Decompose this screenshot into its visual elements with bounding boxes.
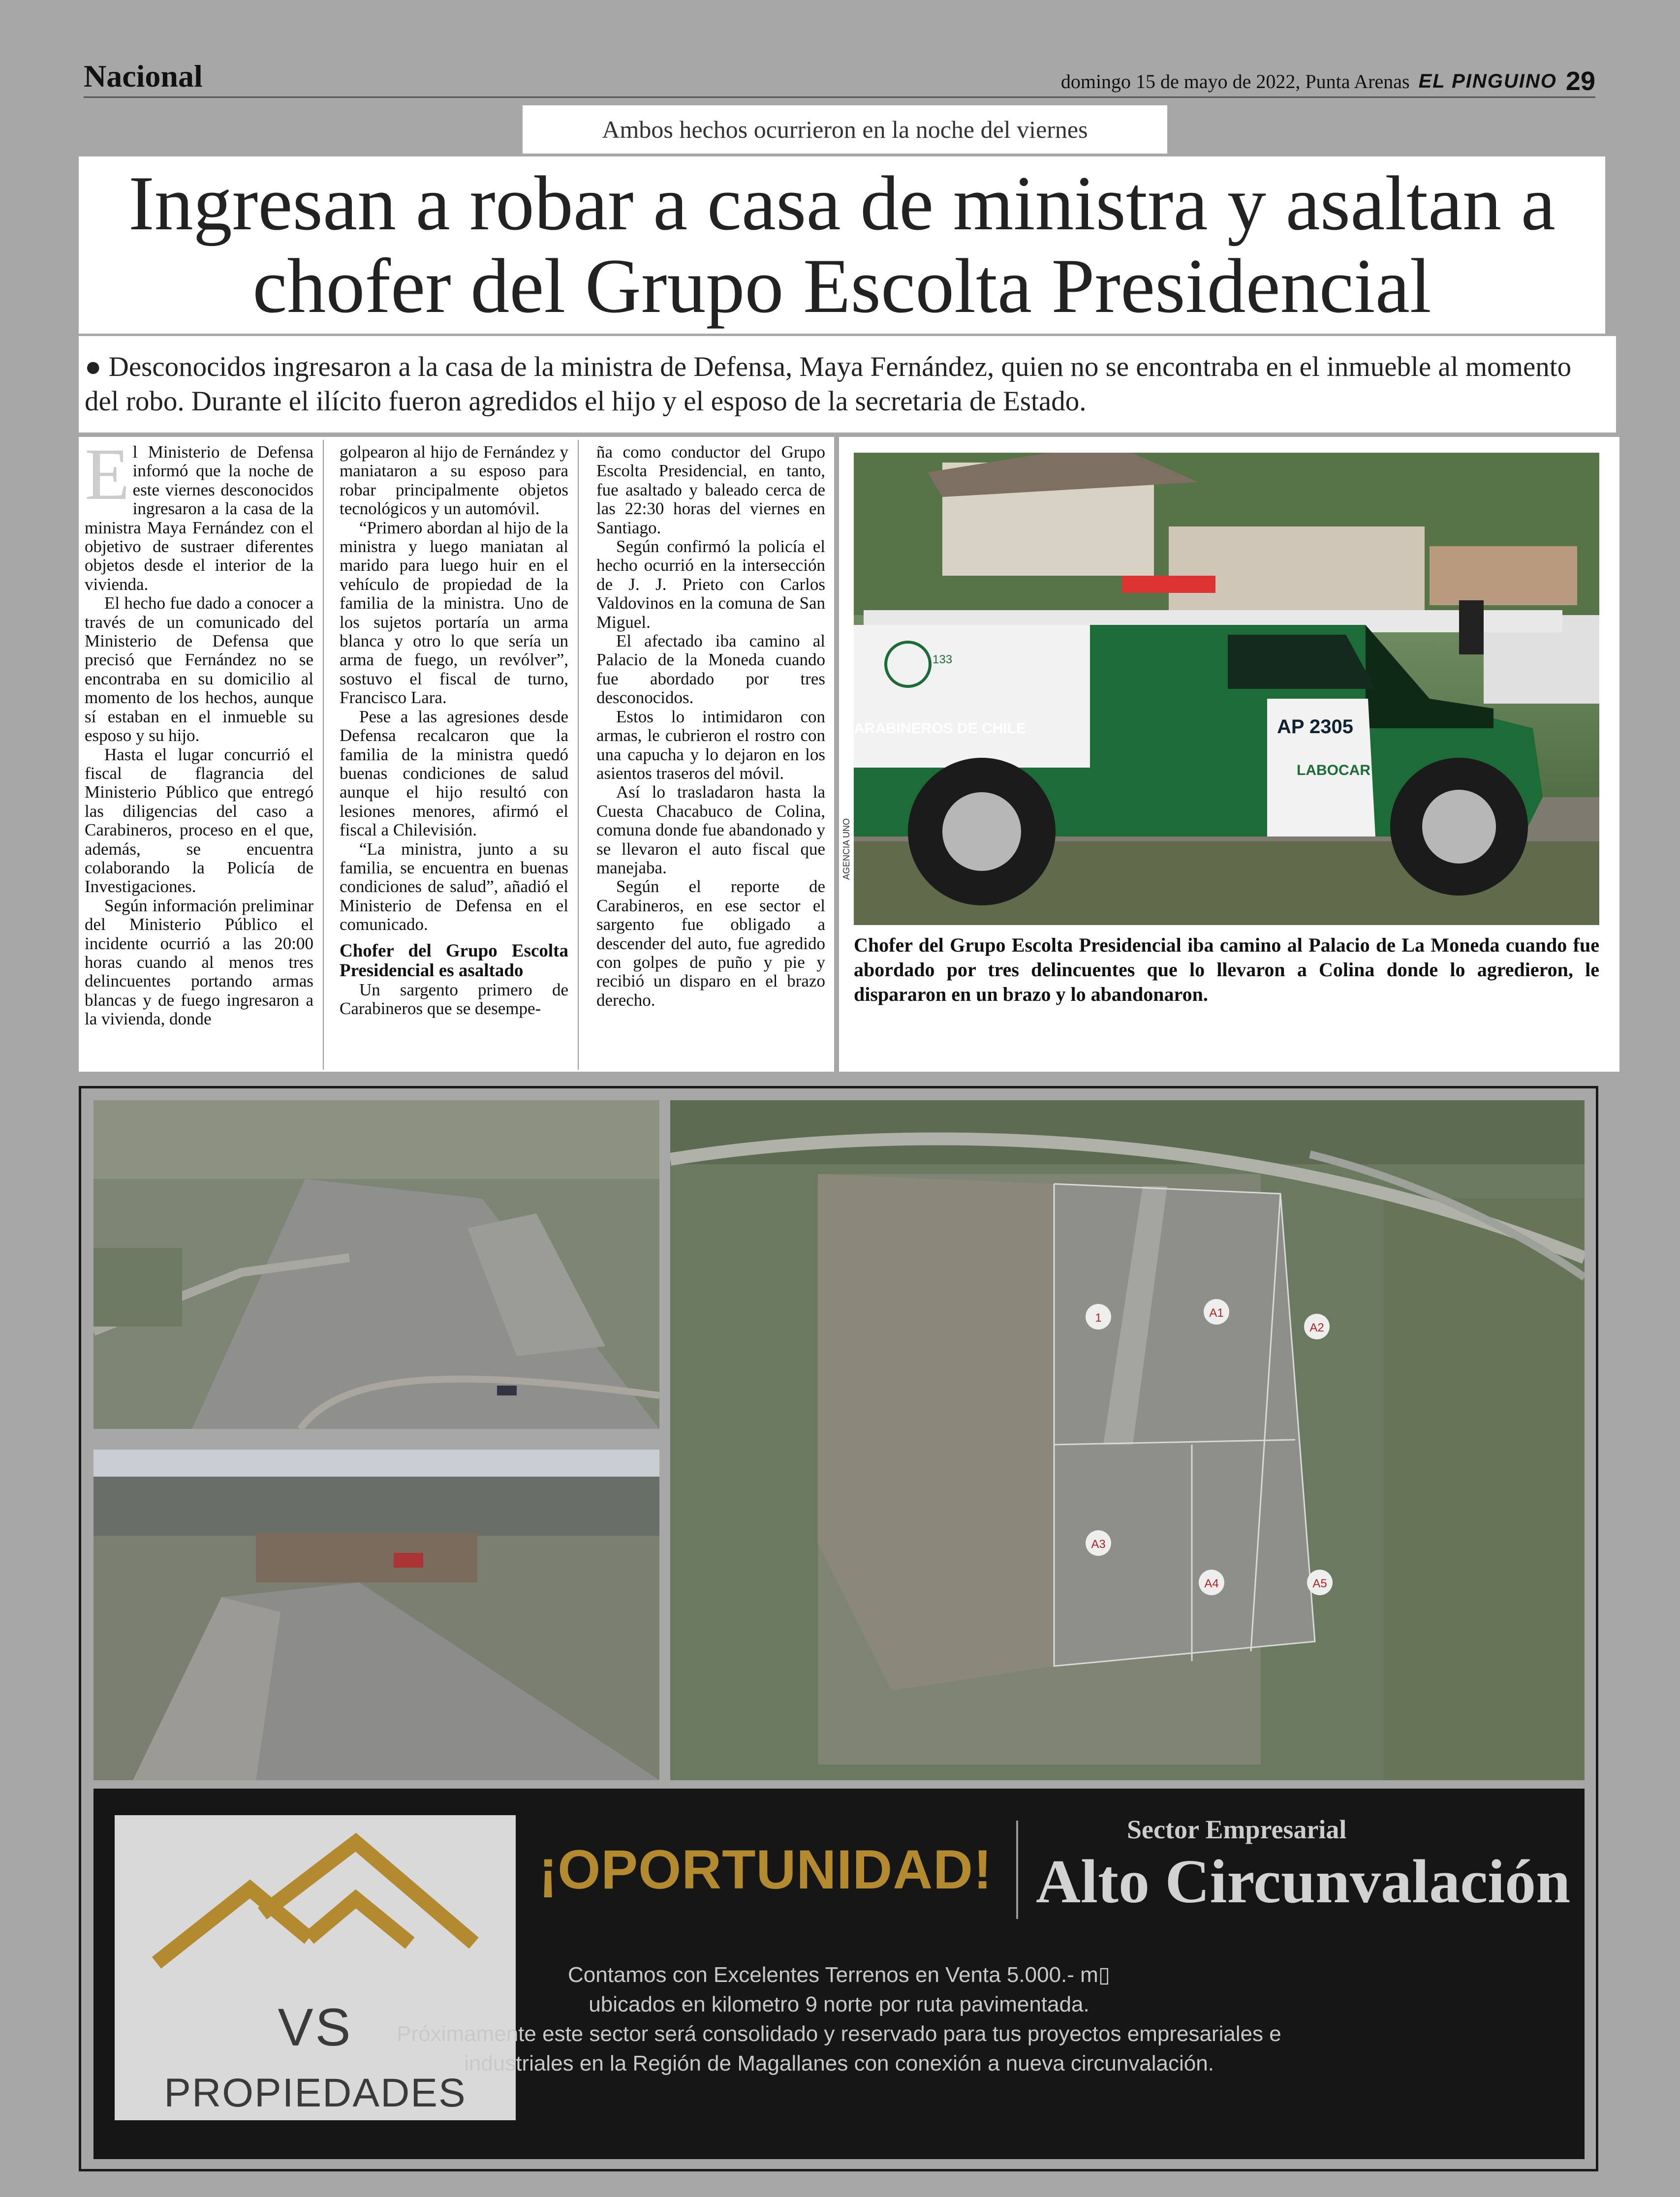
paragraph: “Primero abordan al hijo de la ministra y luego maniatan al marido para luego huir en el vehículo de propiedad de la familia de la ministra. Uno de los sujetos portaría un arma blanca y otro lo que sería un arma de fuego, un revólver”, sostuvo el fiscal de turno, Francisco Lara. — [340, 518, 568, 708]
ad-text-line: Próximamente este sector será consolidado y reservado para tus proyectos empresariales e — [397, 2022, 1281, 2046]
paragraph: “La ministra, junto a su familia, se encuentra en buenas condiciones de salud”, añadió el Ministerio de Defensa en el comunicado. — [340, 839, 568, 934]
paragraph: Según información preliminar del Ministerio Público el incidente ocurrió a las 20:00 horas cuando al menos tres delincuentes portando armas blancas y de fuego ingresaron a la vivienda, donde — [85, 896, 313, 1029]
paragraph: l Ministerio de Defensa informó que la noche de este viernes desconocidos ingresaron a la casa de la ministra Maya Fernández con el objetivo de sustraer diferentes objetos desde el interior de la vivienda. — [85, 442, 313, 594]
ad-divider — [1016, 1821, 1018, 1919]
aerial-map — [670, 1100, 1585, 1780]
dropcap: E — [85, 433, 130, 515]
truck-number: 133 — [933, 653, 953, 666]
paragraph: El hecho fue dado a conocer a través de un comunicado del Ministerio de Defensa que precisó que Fernández no se encontraba en su domicilio al momento de los hechos, aunque sí estaban en el inmueble su esposo y su hijo. — [85, 593, 313, 745]
paragraph: Hasta el lugar concurrió el fiscal de flagrancia del Ministerio Público que entregó las diligencias del caso a Carabineros, proceso en el que, además, se encuentra colaborando la Policía de Investigaciones. — [85, 744, 313, 897]
lot-label: A3 — [1091, 1538, 1106, 1551]
paragraph: Estos lo intimidaron con armas, le cubrieron el rostro con una capucha y lo dejaron en los asientos traseros del móvil. — [596, 707, 825, 783]
sector-label: Sector Empresarial — [1127, 1815, 1347, 1844]
page-number: 29 — [1565, 66, 1595, 96]
issue-date: domingo 15 de mayo de 2022, Punta Arenas — [1060, 70, 1410, 93]
headline: Ingresan a robar a casa de ministra y asaltan a chofer del Grupo Escolta Presidencial — [79, 156, 1605, 334]
logo-vs-text: VS — [278, 1997, 353, 2057]
paragraph: golpearon al hijo de Fernández y maniataron a su esposo para robar principalmente objetos tecnológicos y un automóvil. — [340, 442, 568, 519]
ad-text-line: industriales en la Región de Magallanes con conexión a nueva circunvalación. — [464, 2051, 1214, 2075]
article-body — [79, 433, 834, 1072]
paragraph: Un sargento primero de Carabineros que se desempe- — [340, 980, 568, 1018]
truck-plate: AP 2305 — [1277, 716, 1353, 738]
paragraph: El afectado iba camino al Palacio de la Moneda cuando fue abordado por tres desconocidos. — [596, 631, 825, 708]
page-header-info — [1061, 66, 1595, 96]
ad-banner — [93, 1789, 1585, 2159]
lot-label: A1 — [1209, 1306, 1224, 1320]
carabineros-truck-photo — [854, 453, 1599, 925]
photo-panel — [839, 437, 1619, 1072]
location-title: Alto Circunvalación — [1036, 1848, 1571, 1916]
photo-credit: AGENCIA UNO — [841, 818, 851, 880]
kicker: Ambos hechos ocurrieron en la noche del viernes — [523, 105, 1167, 154]
newspaper-brand: EL PINGUINO — [1418, 70, 1557, 92]
article-column-1 — [85, 433, 313, 1029]
column-divider — [578, 440, 579, 1070]
deck: ● Desconocidos ingresaron a la casa de la ministra de Defensa, Maya Fernández, quien no se encontraba en el inmueble al momento del robo. Durante el ilícito fueron agredidos el hijo y el esposo de la secretaria de Estado. — [79, 336, 1616, 433]
paragraph: Pese a las agresiones desde Defensa recalcaron que la familia de la ministra quedó buenas condiciones de salud aunque el hijo resultó con lesiones menores, afirmó el fiscal a Chilevisión. — [340, 707, 568, 840]
aerial-photo-1 — [93, 1100, 659, 1429]
paragraph: Según el reporte de Carabineros, en ese sector el sargento fue obligado a descender del auto, fue agredido con golpes de puño y pie y recibió un disparo en el brazo derecho. — [596, 877, 825, 1010]
ad-text-line: ubicados en kilometro 9 norte por ruta pavimentada. — [589, 1992, 1089, 2016]
truck-side-text: ARABINEROS DE CHILE — [854, 720, 1027, 737]
photo-caption: Chofer del Grupo Escolta Presidencial iba camino al Palacio de La Moneda cuando fue abordado por tres delincuentes que lo llevaron a Colina donde lo agredieron, le dispararon en un brazo y lo abandonaron. — [854, 934, 1599, 1005]
oportunidad-heading: ¡OPORTUNIDAD! — [539, 1839, 993, 1900]
lot-label: A5 — [1312, 1577, 1327, 1590]
paragraph: Según confirmó la policía el hecho ocurrió en la intersección de J. J. Prieto con Carlos Valdovinos en la comuna de San Miguel. — [596, 537, 825, 632]
article-column-3 — [596, 443, 825, 1010]
section-label: Nacional — [84, 59, 203, 93]
column-divider — [323, 440, 324, 1070]
ad-text-line: Contamos con Excelentes Terrenos en Venta 5.000.- m▯ — [567, 1963, 1111, 1987]
logo-propiedades-text: PROPIEDADES — [164, 2071, 467, 2115]
subheading: Chofer del Grupo Escolta Presidencial es asaltado — [340, 940, 568, 981]
article-column-2 — [340, 443, 568, 1018]
lot-label: A2 — [1309, 1321, 1324, 1334]
paragraph: Así lo trasladaron hasta la Cuesta Chacabuco de Colina, comuna donde fue abandonado y se llevaron el auto fiscal que manejaba. — [596, 782, 825, 877]
aerial-photo-2 — [93, 1450, 659, 1780]
header-rule — [84, 96, 1595, 98]
paragraph: ña como conductor del Grupo Escolta Presidencial, en tanto, fue asaltado y baleado cerca de las 22:30 horas del viernes en Santiago. — [596, 442, 825, 537]
lot-label: A4 — [1204, 1577, 1219, 1590]
lot-label: 1 — [1095, 1311, 1102, 1325]
truck-unit: LABOCAR — [1297, 762, 1370, 778]
